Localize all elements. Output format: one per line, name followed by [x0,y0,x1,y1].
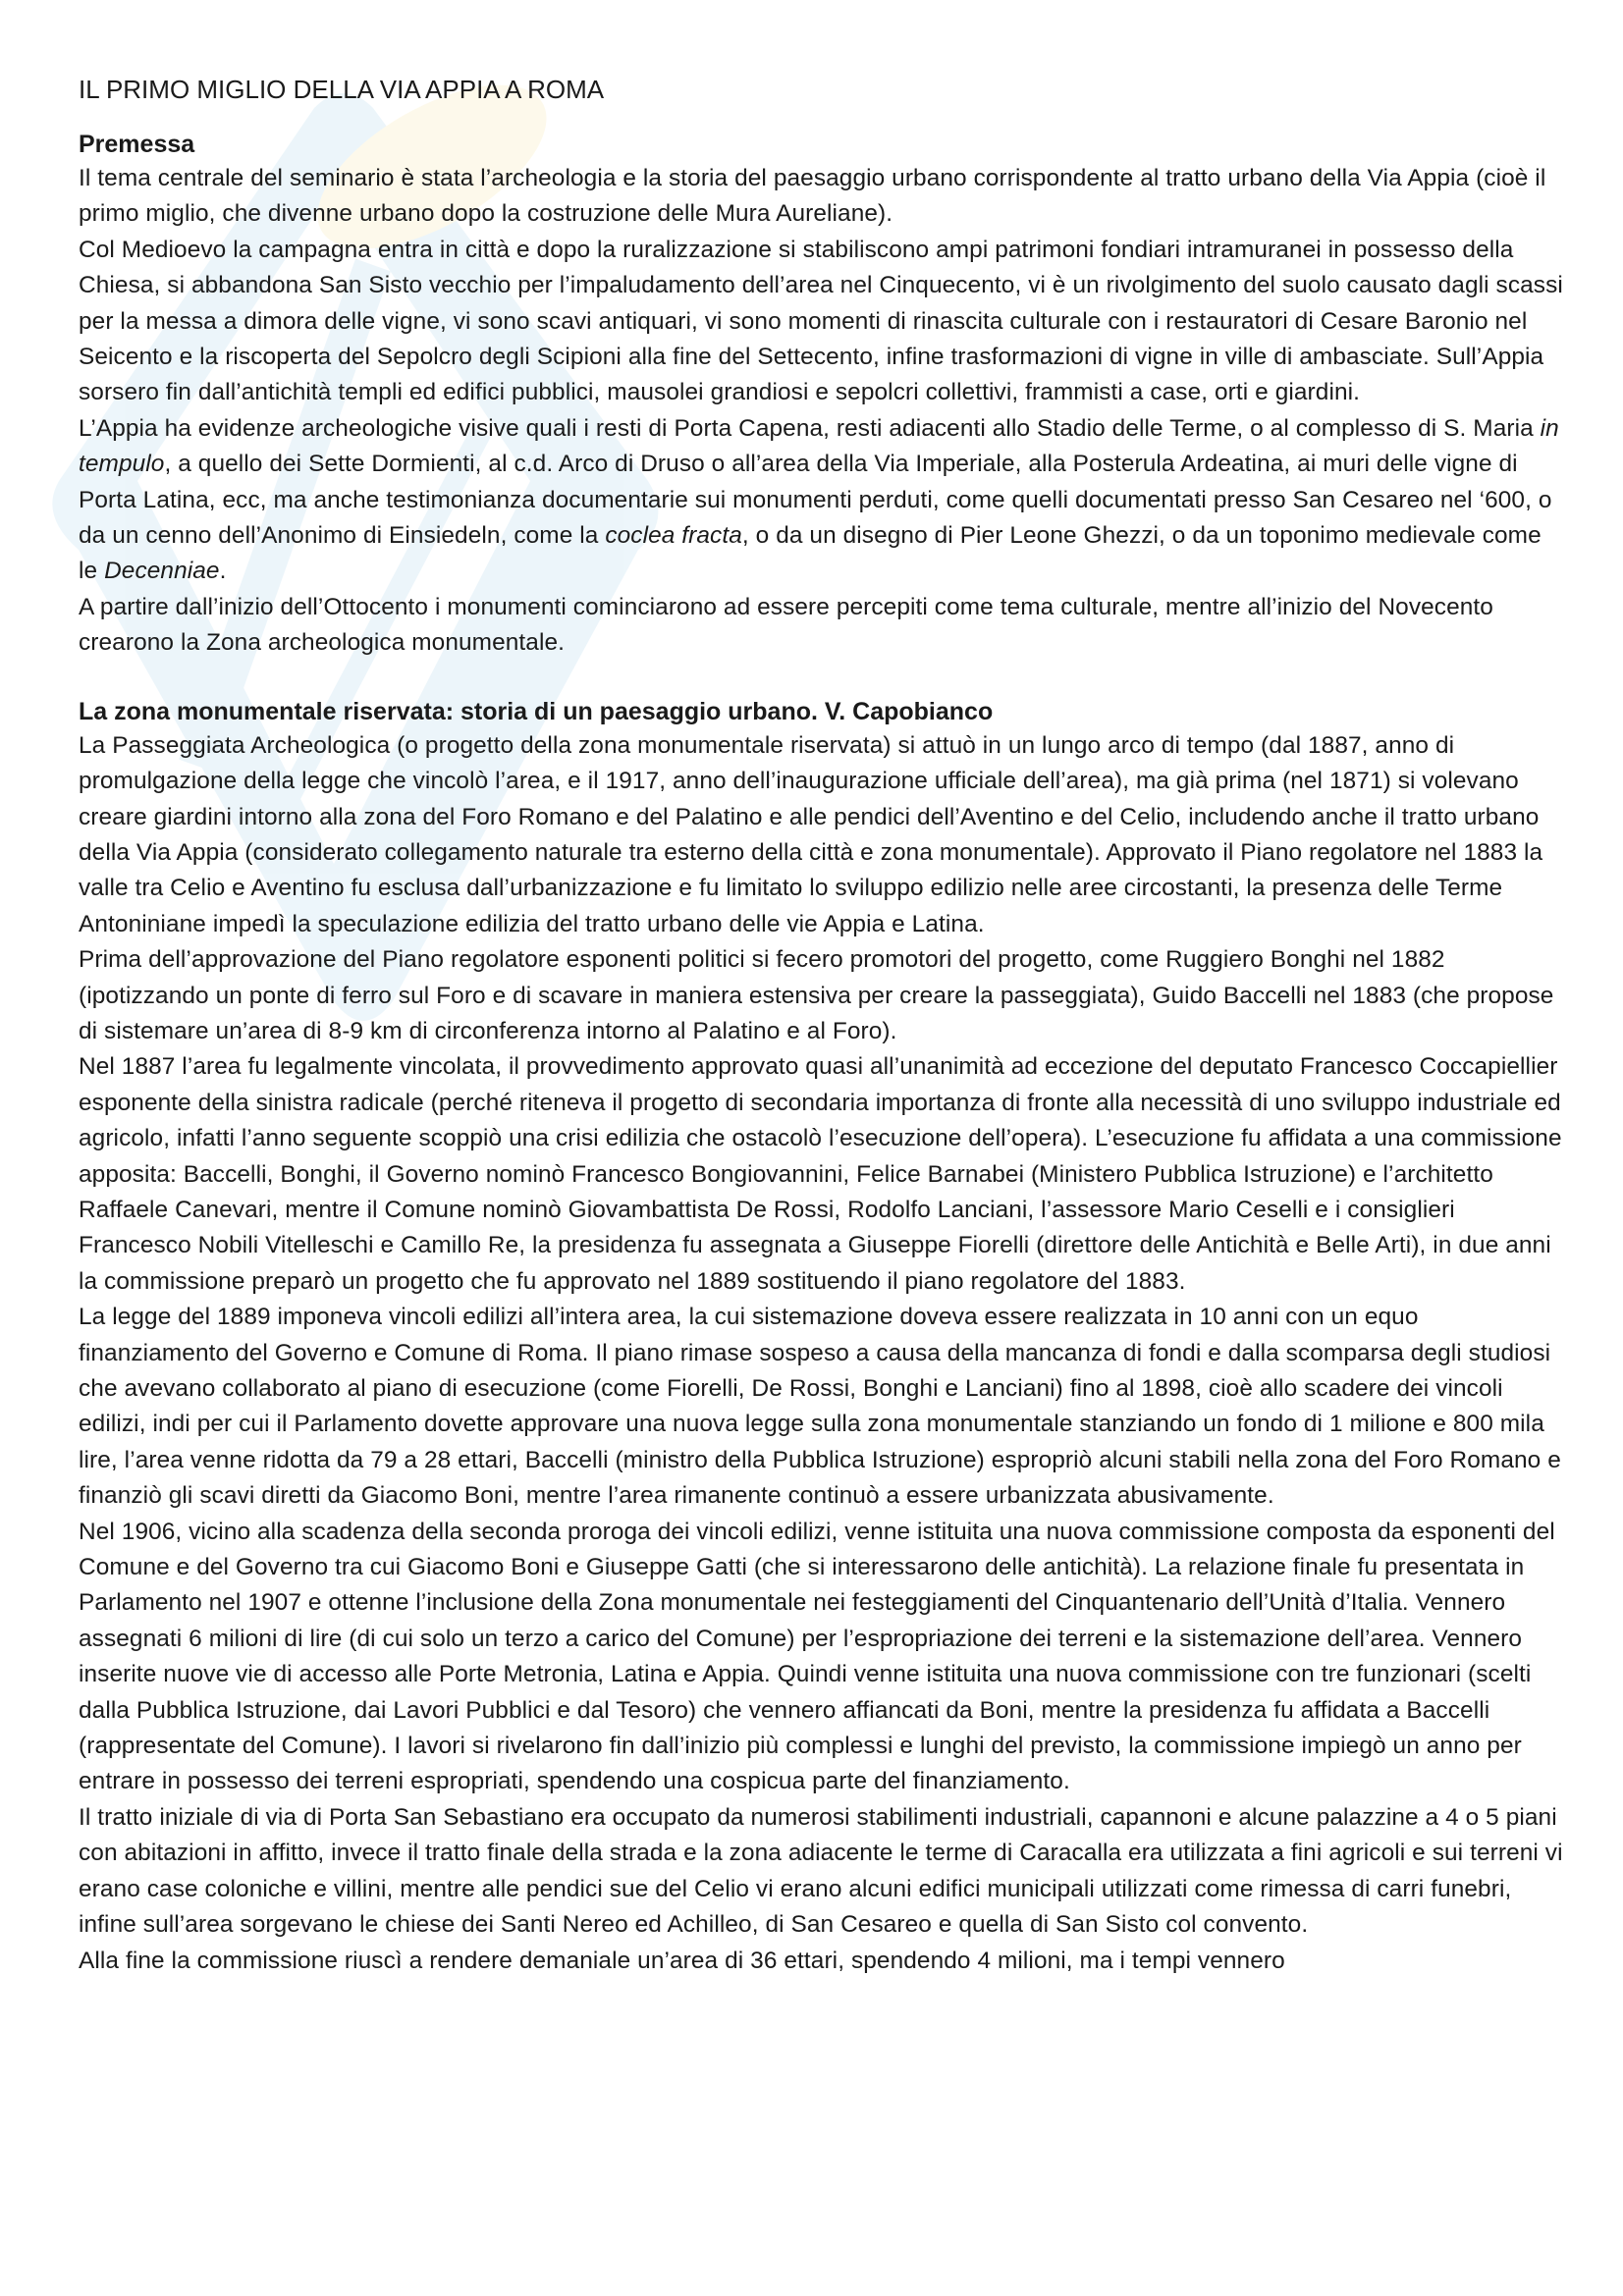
italic-text: in tempulo [79,414,1559,478]
section-heading: La zona monumentale riservata: storia di un paesaggio urbano. V. Capobianco [79,697,994,725]
section-heading: Premessa [79,131,195,158]
paragraph-text: , o da un disegno di Pier Leone Ghezzi, o da un toponimo medievale come le [79,522,1542,585]
paragraph: La Passeggiata Archeologica (o progetto della zona monumentale riservata) si attuò in un lungo arco di tempo (dal 1887, anno di promulgazione della legge che vincolò l’area, e il 1917, anno dell’inaugurazione ufficiale dell’area), ma già prima (nel 1871) si volevano creare giardini intorno alla zona del Foro Romano e del Palatino e alle pendici dell’Aventino e del Celio, includendo anche il tratto urbano della Via Appia (considerato collegamento naturale tra esterno della città e zona monumentale). Approvato il Piano regolatore nel 1883 la valle tra Celio e Aventino fu esclusa dall’urbanizzazione e fu limitato lo sviluppo edilizio nelle aree circostanti, la presenza delle Terme Antoniniane impedì la speculazione edilizia del tratto urbano delle vie Appia e Latina. [79,731,1543,937]
paragraph: Alla fine la commissione riuscì a rendere demaniale un’area di 36 ettari, spendendo 4 milioni, ma i tempi vennero [79,1947,1285,1974]
section-spacer [79,662,1564,695]
italic-text: Decenniae [104,558,220,585]
paragraph-text: , a quello dei Sette Dormienti, al c.d. Arco di Druso o all’area della Via Imperiale, alla Posterula Ardeatina, ai muri delle vigne di Porta Latina, ecc, ma anche testimonianza documentarie sui monumenti perduti, come quelli documentati presso San Cesareo nel ‘600, o da un cenno dell’Anonimo di Einsiedeln, come la [79,451,1552,550]
paragraph: Nel 1887 l’area fu legalmente vincolata, il provvedimento approvato quasi all’unanimità ad eccezione del deputato Francesco Coccapiellier esponente della sinistra radicale (perché riteneva il progetto di secondaria importanza di fronte alla necessità di uno sviluppo industriale ed agricolo, infatti l’anno seguente scoppiò una crisi edilizia che ostacolò l’esecuzione dell’opera). L’esecuzione fu affidata a una commissione apposita: Baccelli, Bonghi, il Governo nominò Francesco Bongiovannini, Felice Barnabei (Ministero Pubblica Istruzione) e l’architetto Raffaele Canevari, mentre il Comune nominò Giovambattista De Rossi, Rodolfo Lanciani, l’assessore Mario Ceselli e i consiglieri Francesco Nobili Vitelleschi e Camillo Re, la presidenza fu assegnata a Giuseppe Fiorelli (direttore delle Antichità e Belle Arti), in due anni la commissione preparò un progetto che fu approvato nel 1889 sostituendo il piano regolatore del 1883. [79,1053,1562,1295]
paragraph-text: L’Appia ha evidenze archeologiche visive quali i resti di Porta Capena, resti adiacenti allo Stadio delle Terme, o al complesso di S. Maria [79,414,1541,442]
paragraph: Col Medioevo la campagna entra in città e dopo la ruralizzazione si stabiliscono ampi patrimoni fondiari intramuranei in possesso della Chiesa, si abbandona San Sisto vecchio per l’impaludamento dell’area nel Cinquecento, vi è un rivolgimento del suolo causato dagli scassi per la messa a dimora delle vigne, vi sono scavi antiquari, vi sono momenti di rinascita culturale con i restauratori di Cesare Baronio nel Seicento e la riscoperta del Sepolcro degli Scipioni alla fine del Settecento, infine trasformazioni di vigne in ville di ambasciate. Sull’Appia sorsero fin dall’antichità templi ed edifici pubblici, mausolei grandiosi e sepolcri collettivi, frammisti a case, orti e giardini. [79,236,1563,406]
paragraph: Nel 1906, vicino alla scadenza della seconda proroga dei vincoli edilizi, venne istituita una nuova commissione composta da esponenti del Comune e del Governo tra cui Giacomo Boni e Giuseppe Gatti (che si interessarono delle antichità). La relazione finale fu presentata in Parlamento nel 1907 e ottenne l’inclusione della Zona monumentale nei festeggiamenti del Cinquantenario dell’Unità d’Italia. Vennero assegnati 6 milioni di lire (di cui solo un terzo a carico del Comune) per l’espropriazione dei terreni e la sistemazione dell’area. Vennero inserite nuove vie di accesso alle Porte Metronia, Latina e Appia. Quindi venne istituita una nuova commissione con tre funzionari (scelti dalla Pubblica Istruzione, dai Lavori Pubblici e dal Tesoro) che vennero affiancati da Boni, mentre la presidenza fu affidata a Baccelli (rappresentate del Comune). I lavori si rivelarono fin dall’inizio più complessi e lunghi del previsto, la commissione impiegò un anno per entrare in possesso dei terreni espropriati, spendendo una cospicua parte del finanziamento. [79,1518,1555,1795]
document-title: IL PRIMO MIGLIO DELLA VIA APPIA A ROMA [79,75,605,104]
paragraph-text: . [219,558,227,585]
paragraph: La legge del 1889 imponeva vincoli edilizi all’intera area, la cui sistemazione doveva essere realizzata in 10 anni con un equo finanziamento del Governo e Comune di Roma. Il piano rimase sospeso a causa della mancanza di fondi e dalla scomparsa degli studiosi che avevano collaborato al piano di esecuzione (come Fiorelli, De Rossi, Bonghi e Lanciani) fino al 1898, cioè allo scadere dei vincoli edilizi, indi per cui il Parlamento dovette approvare una nuova legge sulla zona monumentale stanziando un fondo di 1 milione e 800 mila lire, l’area venne ridotta da 79 a 28 ettari, Baccelli (ministro della Pubblica Istruzione) espropriò alcuni stabili nella zona del Foro Romano e finanziò gli scavi diretti da Giacomo Boni, mentre l’area rimanente continuò a essere urbanizzata abusivamente. [79,1304,1561,1510]
document-page [79,73,1564,1979]
paragraph: Il tratto iniziale di via di Porta San Sebastiano era occupato da numerosi stabilimenti industriali, capannoni e alcune palazzine a 4 o 5 piani con abitazioni in affitto, invece il tratto finale della strada e la zona adiacente le terme di Caracalla era utilizzata a fini agricoli e sui terreni vi erano case coloniche e villini, mentre alle pendici sue del Celio vi erano alcuni edifici municipali utilizzati come rimessa di carri funebri, infine sull’area sorgevano le chiese dei Santi Nereo ed Achilleo, di San Cesareo e quella di San Sisto col convento. [79,1803,1563,1939]
section-zona-monumentale [79,695,1564,1979]
paragraph: A partire dall’inizio dell’Ottocento i monumenti cominciarono ad essere percepiti come tema culturale, mentre all’inizio del Novecento crearono la Zona archeologica monumentale. [79,593,1493,657]
paragraph: Il tema centrale del seminario è stata l’archeologia e la storia del paesaggio urbano corrispondente al tratto urbano della Via Appia (cioè il primo miglio, che divenne urbano dopo la costruzione delle Mura Aureliane). [79,165,1546,228]
paragraph [79,411,1564,590]
section-premessa [79,128,1564,662]
paragraph: Prima dell’approvazione del Piano regolatore esponenti politici si fecero promotori del progetto, come Ruggiero Bonghi nel 1882 (ipotizzando un ponte di ferro sul Foro e di scavare in maniera estensiva per creare la passeggiata), Guido Baccelli nel 1883 (che propose di sistemare un’area di 8-9 km di circonferenza intorno al Palatino e al Foro). [79,946,1554,1044]
italic-text: coclea fracta [605,522,742,550]
